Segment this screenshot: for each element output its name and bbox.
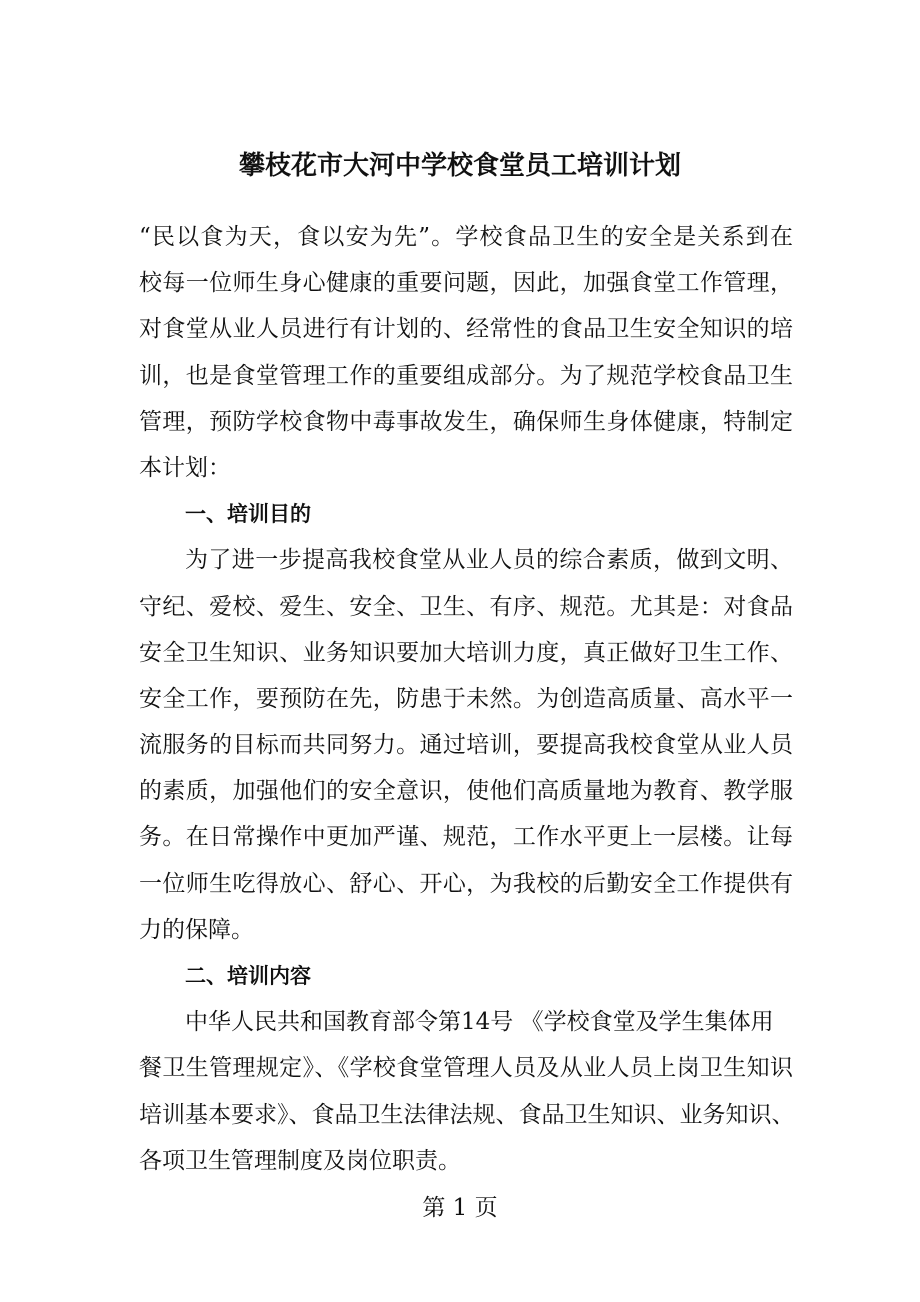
section-line: 务。在日常操作中更加严谨、规范，工作水平更上一层楼。让每 bbox=[139, 824, 793, 851]
intro-line: 本计划： bbox=[139, 454, 231, 481]
section-line: 力的保障。 bbox=[139, 916, 254, 943]
section-line: 为了进一步提高我校食堂从业人员的综合素质，做到文明、 bbox=[185, 547, 793, 574]
intro-line: 校每一位师生身心健康的重要问题，因此，加强食堂工作管理， bbox=[139, 270, 793, 297]
page-number: 第 1 页 bbox=[422, 1195, 498, 1221]
intro-line: “民以食为天，食以安为先”。学校食品卫生的安全是关系到在 bbox=[139, 224, 793, 250]
section-line: 守纪、爱校、爱生、安全、卫生、有序、规范。尤其是：对食品 bbox=[139, 593, 793, 620]
section-line: 培训基本要求》、食品卫生法律法规、食品卫生知识、业务知识、 bbox=[139, 1101, 795, 1128]
intro-line: 管理，预防学校食物中毒事故发生，确保师生身体健康，特制定 bbox=[139, 408, 793, 435]
section-heading-content: 二、培训内容 bbox=[185, 964, 311, 988]
section-line: 安全卫生知识、业务知识要加大培训力度，真正做好卫生工作、 bbox=[139, 639, 793, 666]
intro-line: 对食堂从业人员进行有计划的、经常性的食品卫生安全知识的培 bbox=[139, 316, 793, 343]
intro-line: 训，也是食堂管理工作的重要组成部分。为了规范学校食品卫生 bbox=[139, 362, 793, 389]
section-heading-purpose: 一、培训目的 bbox=[185, 502, 311, 527]
section-line: 餐卫生管理规定》、《学校食堂管理人员及从业人员上岗卫生知识 bbox=[139, 1055, 793, 1082]
section-line: 各项卫生管理制度及岗位职责。 bbox=[139, 1147, 461, 1174]
section-line: 流服务的目标而共同努力。通过培训，要提高我校食堂从业人员 bbox=[139, 732, 793, 759]
section-line: 中华人民共和国教育部令第14号 《学校食堂及学生集体用 bbox=[185, 1009, 774, 1036]
section-line: 安全工作，要预防在先，防患于未然。为创造高质量、高水平一 bbox=[139, 685, 793, 712]
section-line: 一位师生吃得放心、舒心、开心，为我校的后勤安全工作提供有 bbox=[139, 870, 793, 897]
section-line: 的素质，加强他们的安全意识，使他们高质量地为教育、教学服 bbox=[139, 778, 793, 805]
document-body bbox=[139, 214, 793, 1184]
document-title: 攀枝花市大河中学校食堂员工培训计划 bbox=[238, 151, 681, 181]
